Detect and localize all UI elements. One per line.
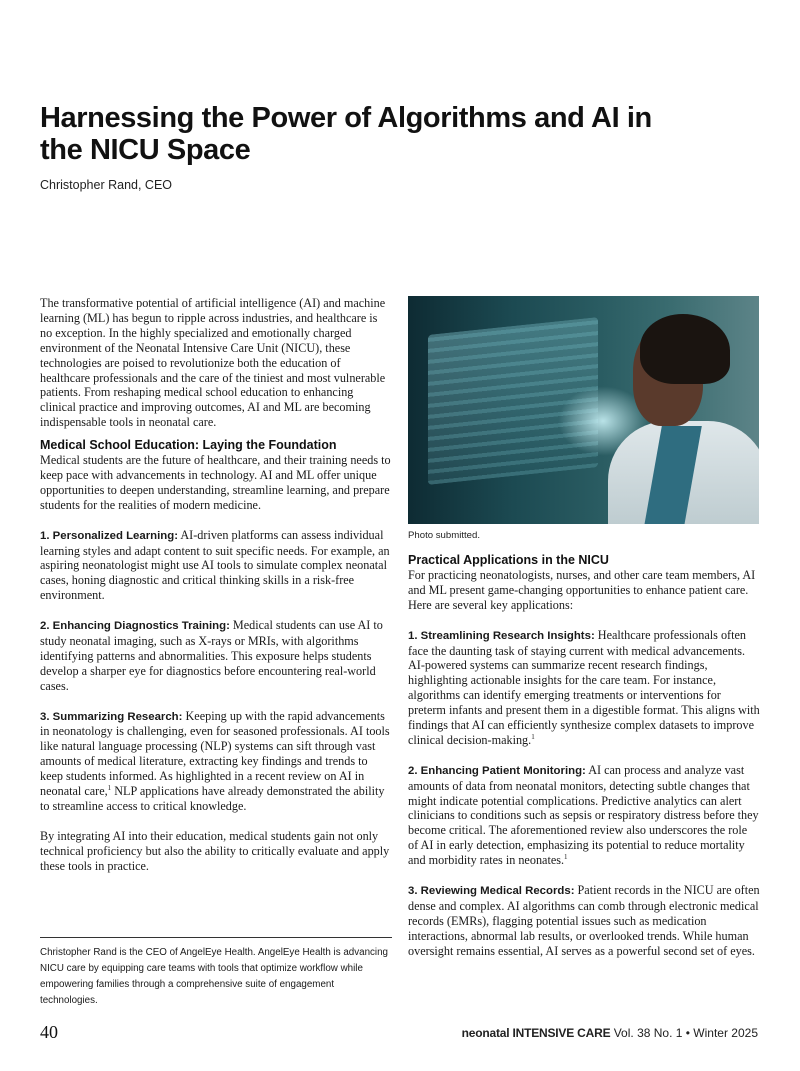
item-lead: 2. Enhancing Patient Monitoring: [408,764,586,777]
item-text: AI can process and analyze vast amounts of data from neonatal monitors, detecting subtle changes that might indicate potential complications. Predictive analytics can alert clinicians to conditions such as sepsis or respiratory distress before they become critical. The aforementioned review also underscores the role of AI in early detection, emphasizing its potential to reduce mortality and morbidity rates in neonates. [408,762,759,868]
author-bio-footnote: Christopher Rand is the CEO of AngelEye Health. AngelEye Health is advancing NICU care by equipping care teams with tools that optimize workflow while empowering families through a comprehensive suite of engagement technologies. [40,947,388,1006]
education-closing-paragraph: By integrating AI into their education, medical students gain not only technical proficiency but also the ability to critically evaluate and apply these tools in practice. [40,828,390,873]
photo-caption: Photo submitted. [408,530,480,541]
section-heading-education: Medical School Education: Laying the Foundation [40,438,337,453]
author-byline: Christopher Rand, CEO [40,178,173,192]
intro-paragraph: The transformative potential of artificial intelligence (AI) and machine learning (ML) has begun to ripple across industries, and healthcare is no exception. In the highly specialized and emotionally charged environment of the Neonatal Intensive Care Unit (NICU), these technologies are poised to revolutionize both the education of healthcare professionals and the care of the tiniest and most vulnerable patients. From reshaping medical school education to enhancing clinical practice and improving outcomes, AI and ML are becoming indispensable tools in neonatal care. [40,296,386,430]
issue-info: Vol. 38 No. 1 • Winter 2025 [613,1026,758,1040]
citation-mark: 1 [531,732,535,741]
issue-folio [462,1026,758,1040]
education-item-3 [40,709,392,814]
section-heading-nicu: Practical Applications in the NICU [408,553,609,567]
nicu-item-2 [408,763,760,868]
nicu-item-1 [408,628,760,748]
item-text: Medical students can use AI to study neonatal imaging, such as X-rays or MRIs, with algorithms identifying patterns and abnormalities. This exposure helps students develop a sharper eye for diagnostics before encountering real-world cases. [40,618,383,693]
citation-mark: 1 [107,783,112,792]
magazine-name: neonatal INTENSIVE CARE [461,1026,611,1040]
right-column [408,296,760,959]
item-lead: 3. Summarizing Research: [40,710,183,723]
item-text: NLP applications have already demonstrated the ability to streamline access to critical knowledge. [40,784,385,813]
item-text: Patient records in the NICU are often dense and complex. AI algorithms can comb through electronic medical records (EMRs), flagging potential issues such as medication interactions, abnormal lab results, or overlooked trends. While human oversight remains essential, AI serves as a powerful second set of eyes. [408,882,760,958]
education-item-2 [40,618,392,694]
education-item-1 [40,528,392,604]
citation-mark: 1 [564,853,568,862]
footnote-divider [40,937,392,938]
page-number: 40 [40,1022,58,1042]
item-lead: 2. Enhancing Diagnostics Training: [40,620,230,633]
left-column [40,296,392,873]
item-lead: 3. Reviewing Medical Records: [408,884,575,897]
item-text: Healthcare professionals often face the daunting task of staying current with medical advancements. AI-powered systems can summarize recent research findings, highlighting actionable insights for the care team. For instance, algorithms can identify emerging treatments or interventions for preterm infants and present them in a digestible format. This aligns with findings that AI can efficiently synthesize complex datasets to improve clinical decision-making. [408,627,760,747]
nicu-intro-paragraph: For practicing neonatologists, nurses, and other care team members, AI and ML present game-changing opportunities to enhance patient care. Here are several key applications: [408,568,756,612]
article-title: Harnessing the Power of Algorithms and AI in the NICU Space [40,102,652,166]
clinician-hair [640,314,730,384]
item-lead: 1. Personalized Learning: [40,529,178,542]
item-text: Keeping up with the rapid advancements in neonatology is challenging, even for seasoned professionals. AI tools like natural language processing (NLP) systems can sift through vast amounts of medical literature, extracting key findings and trends to keep students informed. As highlighted in a recent review on AI in neonatal care, [40,708,390,799]
item-text: AI-driven platforms can assess individual learning styles and adapt content to suit specific needs. For example, an aspiring neonatologist might use AI tools to simulate complex neonatal cases, honing diagnostic and critical thinking skills in a risk-free environment. [40,527,390,603]
clinician-photo [408,296,759,524]
education-intro-paragraph: Medical students are the future of healthcare, and their training needs to keep pace with advancements in technology. AI and ML offer unique opportunities to deepen understanding, streamline learning, and prepare students for the realities of modern medicine. [40,453,391,512]
nicu-item-3 [408,883,760,959]
item-lead: 1. Streamlining Research Insights: [408,629,595,642]
